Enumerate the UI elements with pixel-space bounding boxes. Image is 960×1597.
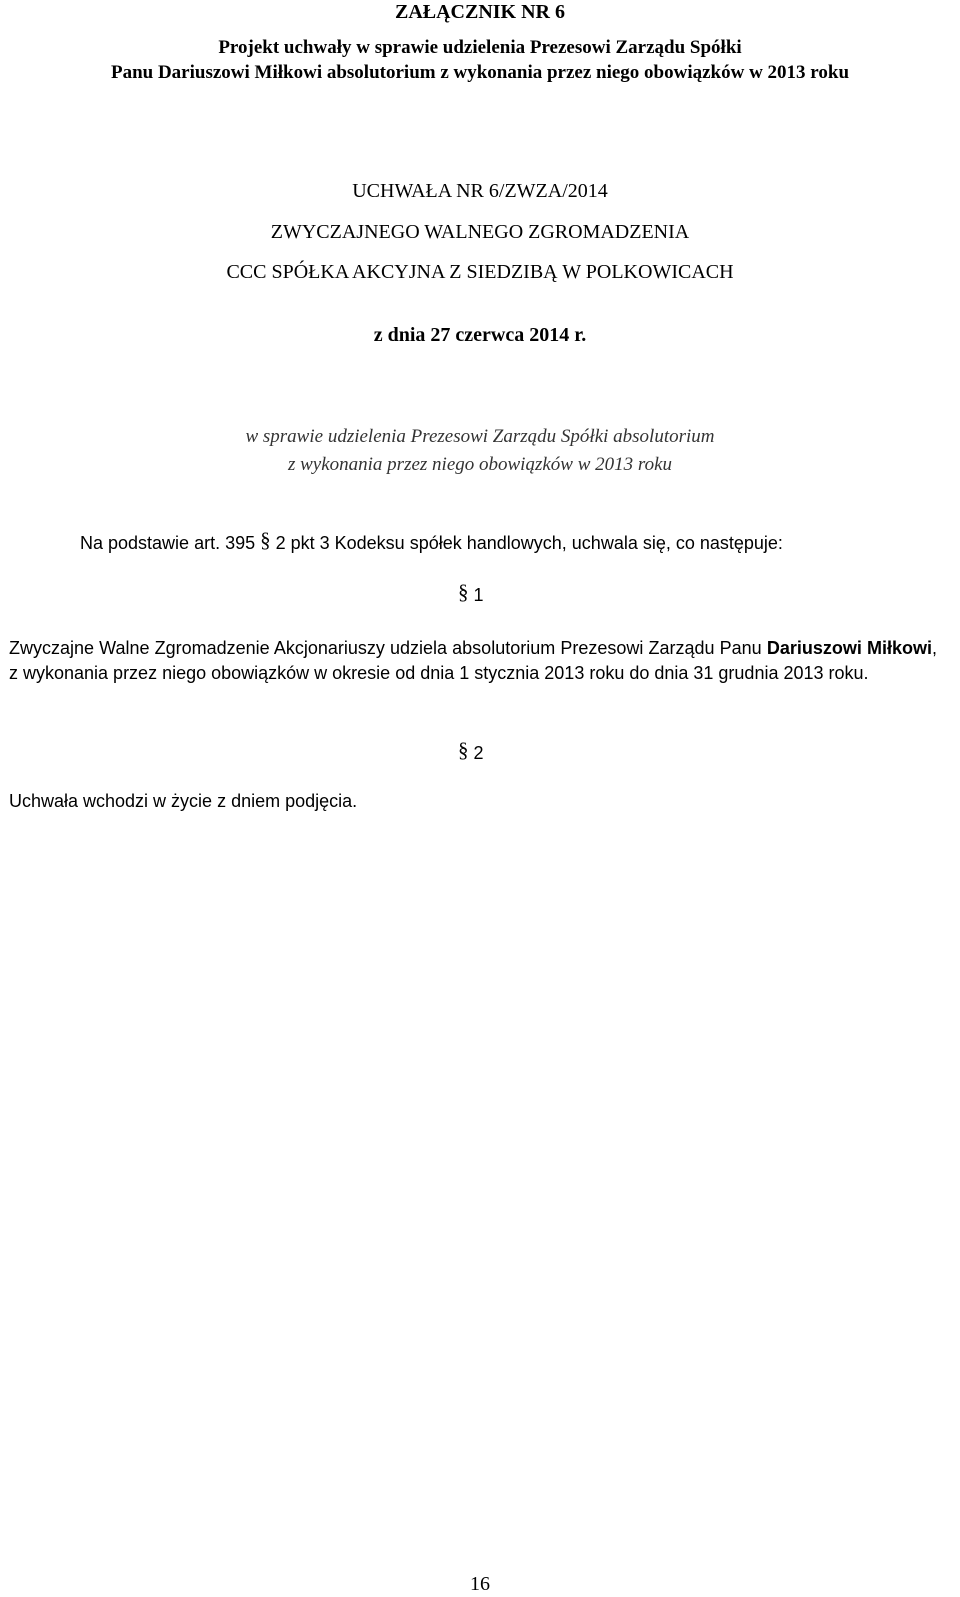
resolution-body — [9, 636, 937, 686]
paragraph-1-number: 1 — [473, 585, 484, 605]
legal-basis — [80, 528, 783, 553]
body-part-1: Zwyczajne Walne Zgromadzenie Akcjonariuszy udziela absolutorium Prezesowi Zarządu Panu — [9, 638, 767, 658]
subject-line-1: w sprawie udzielenia Prezesowi Zarządu Spółki absolutorium — [245, 426, 715, 447]
resolution-date: z dnia 27 czerwca 2014 r. — [373, 324, 587, 346]
subject-line-2: z wykonania przez niego obowiązków w 2013 roku — [287, 454, 673, 475]
legal-basis-after: 2 pkt 3 Kodeksu spółek handlowych, uchwala się, co następuje: — [270, 533, 783, 553]
paragraph-2-heading — [458, 738, 484, 763]
section-symbol: § — [260, 528, 271, 552]
paragraph-2-number: 2 — [473, 743, 484, 763]
legal-basis-before: Na podstawie art. 395 — [80, 533, 261, 553]
recipient-name: Dariuszowi Miłkowi — [766, 638, 932, 658]
assembly-name: ZWYCZAJNEGO WALNEGO ZGROMADZENIA — [270, 221, 690, 243]
body-part-2: , z wykonania przez niego obowiązków w okresie od dnia 1 stycznia 2013 roku do dnia 31 grudnia 2013 roku. — [9, 638, 937, 683]
project-title-line-1: Projekt uchwały w sprawie udzielenia Prezesowi Zarządu Spółki — [218, 37, 742, 58]
company-name: CCC SPÓŁKA AKCYJNA Z SIEDZIBĄ W POLKOWICACH — [226, 261, 734, 283]
section-symbol-1: § — [458, 580, 469, 604]
paragraph-1-heading — [458, 580, 484, 605]
resolution-number: UCHWAŁA NR 6/ZWZA/2014 — [352, 180, 608, 202]
page-number: 16 — [470, 1573, 490, 1595]
attachment-title: ZAŁĄCZNIK NR 6 — [394, 1, 566, 23]
section-symbol-2: § — [458, 738, 469, 762]
project-title-line-2: Panu Dariuszowi Miłkowi absolutorium z wykonania przez niego obowiązków w 2013 roku — [110, 62, 850, 83]
closing-provision: Uchwała wchodzi w życie z dniem podjęcia. — [9, 791, 358, 811]
